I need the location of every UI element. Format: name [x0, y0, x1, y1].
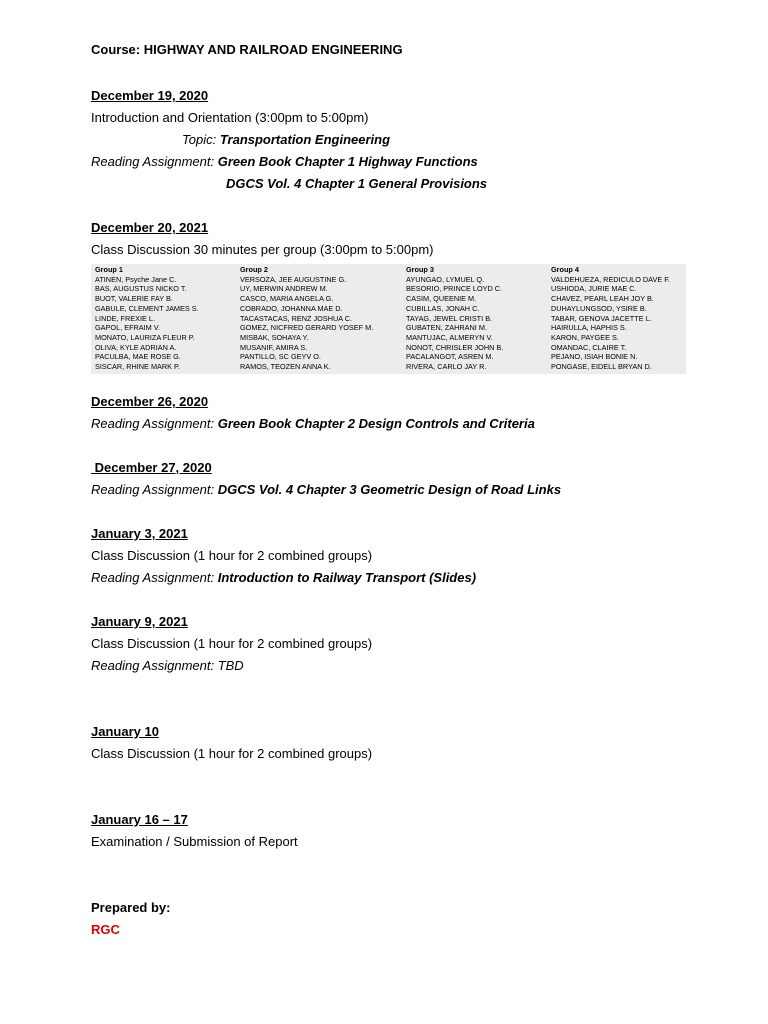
- group-1-column: [95, 265, 199, 372]
- topic-label: Topic:: [182, 132, 220, 147]
- group-1-title: Group 1: [95, 265, 123, 274]
- section-jan-16-date: January 16 – 17: [91, 812, 188, 827]
- group-table: [91, 264, 686, 374]
- group-member: TABAR, GENOVA JACETTE L.: [551, 313, 652, 323]
- section-jan-16-line: Examination / Submission of Report: [91, 834, 298, 849]
- topic-value: Transportation Engineering: [219, 132, 391, 147]
- reading-label: Reading Assignment:: [91, 154, 218, 169]
- group-member: KARON, PAYGEE S.: [551, 332, 619, 342]
- reading-value: Green Book Chapter 2 Design Controls and Criteria: [217, 416, 535, 431]
- group-member: PACALANGOT, ASREN M.: [406, 352, 494, 362]
- group-2-column: [240, 265, 373, 372]
- section-dec-27-date: December 27, 2020: [91, 460, 212, 475]
- group-member: PEJANO, ISIAH BONIE N.: [551, 352, 638, 362]
- group-member: GAPOL, EFRAIM V.: [95, 323, 161, 333]
- prepared-by-label: Prepared by:: [91, 900, 171, 915]
- section-dec-26-date: December 26, 2020: [91, 394, 209, 409]
- group-3-column: [406, 265, 503, 372]
- section-dec-27-reading: [91, 482, 561, 497]
- group-member: VERSOZA, JEE AUGUSTINE G.: [240, 274, 347, 284]
- group-member: CASIM, QUEENIE M.: [406, 294, 477, 304]
- section-jan-9-date: January 9, 2021: [91, 614, 188, 629]
- group-member: LINDE, FREXIE L.: [95, 313, 156, 323]
- section-dec-19-date: December 19, 2020: [91, 88, 209, 103]
- group-member: SISCAR, RHINE MARK P.: [95, 362, 181, 372]
- group-member: TACASTACAS, RENZ JOSHUA C.: [240, 313, 353, 323]
- group-member: AYUNGAO, LYMUEL Q.: [406, 274, 485, 284]
- section-jan-9-reading: Reading Assignment: TBD: [91, 658, 244, 673]
- group-member: CUBILLAS, JONAH C.: [406, 303, 480, 313]
- group-member: MUSANIF, AMIRA S.: [240, 342, 308, 352]
- group-4-title: Group 4: [551, 265, 579, 274]
- section-dec-26-reading: [91, 416, 535, 431]
- group-member: RIVERA, CARLO JAY R.: [406, 362, 487, 372]
- group-member: UY, MERWIN ANDREW M.: [240, 284, 328, 294]
- group-member: ATINEN, Psyche Jane C.: [95, 274, 177, 284]
- group-member: MANTUJAC, ALMERYN V.: [406, 332, 493, 342]
- group-member: MISBAK, SOHAYA Y.: [240, 332, 309, 342]
- group-member: BUOT, VALERIE FAY B.: [95, 294, 173, 304]
- group-4-column: [551, 265, 670, 372]
- preparer-name: RGC: [91, 922, 120, 937]
- reading-label: Reading Assignment:: [91, 482, 218, 497]
- group-member: GOMEZ, NICFRED GERARD YOSEF M.: [240, 323, 374, 333]
- section-jan-9-line: Class Discussion (1 hour for 2 combined groups): [91, 636, 373, 651]
- group-member: DUHAYLUNGSOD, YSIRE B.: [551, 303, 647, 313]
- group-member: CHAVEZ, PEARL LEAH JOY B.: [551, 294, 654, 304]
- group-member: PONGASE, EIDELL BRYAN D.: [551, 362, 652, 372]
- group-member: GUBATEN, ZAHRANI M.: [406, 323, 487, 333]
- section-dec-20-date: December 20, 2021: [91, 220, 209, 235]
- section-dec-19-line: Introduction and Orientation (3:00pm to 5:00pm): [91, 110, 369, 125]
- section-jan-10-date: January 10: [91, 724, 159, 739]
- group-member: NONOT, CHRISLER JOHN B.: [406, 342, 504, 352]
- section-jan-3-date: January 3, 2021: [91, 526, 188, 541]
- group-member: PANTILLO, SC GEYV O.: [240, 352, 321, 362]
- reading-value: DGCS Vol. 4 Chapter 3 Geometric Design of Road Links: [217, 482, 562, 497]
- reading-value: Introduction to Railway Transport (Slides): [217, 570, 477, 585]
- section-jan-10-line: Class Discussion (1 hour for 2 combined groups): [91, 746, 373, 761]
- section-jan-3-line: Class Discussion (1 hour for 2 combined groups): [91, 548, 373, 563]
- group-member: CASCO, MARIA ANGELA G.: [240, 294, 334, 304]
- group-member: MONATO, LAURIZA FLEUR P.: [95, 332, 195, 342]
- reading-label: Reading Assignment:: [91, 416, 218, 431]
- group-member: VALDEHUEZA, REDICULO DAVE F.: [551, 274, 670, 284]
- group-member: BAS, AUGUSTUS NICKO T.: [95, 284, 187, 294]
- section-dec-19-topic: [182, 132, 390, 147]
- group-member: TAYAG, JEWEL CRISTI B.: [406, 313, 493, 323]
- section-dec-19-reading: [91, 154, 478, 169]
- group-member: OMANDAC, CLAIRE T.: [551, 342, 627, 352]
- section-dec-19-reading-2: DGCS Vol. 4 Chapter 1 General Provisions: [226, 176, 488, 191]
- group-member: GABULE, CLEMENT JAMES S.: [95, 303, 199, 313]
- group-2-title: Group 2: [240, 265, 268, 274]
- reading-value: Green Book Chapter 1 Highway Functions: [217, 154, 478, 169]
- group-member: BESORIO, PRINCE LOYD C.: [406, 284, 503, 294]
- group-member: OLIVA, KYLE ADRIAN A.: [95, 342, 177, 352]
- section-jan-3-reading: [91, 570, 476, 585]
- group-member: COBRADO, JOHANNA MAE D.: [240, 303, 343, 313]
- course-title: Course: HIGHWAY AND RAILROAD ENGINEERING: [91, 42, 403, 57]
- group-3-title: Group 3: [406, 265, 434, 274]
- group-member: PACULBA, MAE ROSE G.: [95, 352, 181, 362]
- group-member: HAIRULLA, HAPHIS S.: [551, 323, 627, 333]
- reading-label: Reading Assignment:: [91, 570, 218, 585]
- group-member: USHIODA, JURIE MAE C.: [551, 284, 637, 294]
- section-dec-20-line: Class Discussion 30 minutes per group (3:00pm to 5:00pm): [91, 242, 434, 257]
- group-member: RAMOS, TEOZEN ANNA K.: [240, 362, 331, 372]
